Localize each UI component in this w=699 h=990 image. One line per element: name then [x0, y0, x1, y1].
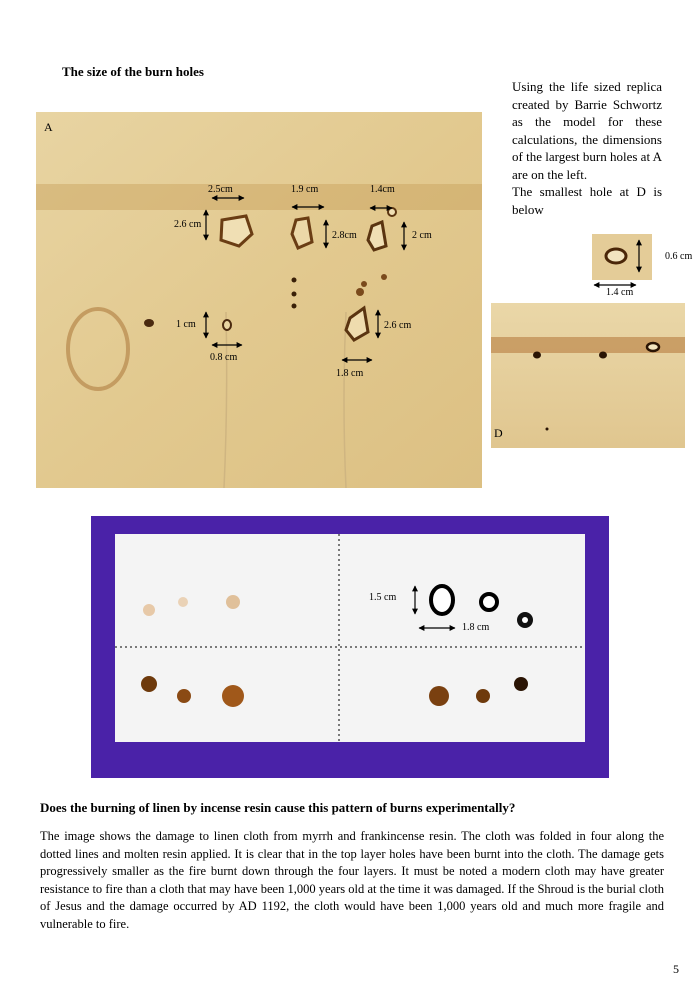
burn-hole — [533, 352, 541, 359]
measure-label: 2 cm — [412, 230, 432, 241]
burn-hole — [431, 586, 453, 614]
burn-hole — [647, 343, 659, 351]
zoom-height-label: 0.6 cm — [665, 251, 693, 262]
measure-label: 2.6 cm — [174, 219, 202, 230]
measure-label: 1 cm — [176, 319, 196, 330]
side-paragraph-2: The smallest hole at D is below — [512, 184, 662, 217]
measure-label: 0.8 cm — [210, 352, 238, 363]
figure-d-zoom-hole — [592, 234, 652, 280]
linen-cloth — [115, 534, 585, 742]
body-paragraph: The image shows the damage to linen cloth from myrrh and frankincense resin. The cloth was folded in four along the dotted lines and molten resin applied. It is clear that in the top layer holes have been burnt into the cloth. The damage gets progressively smaller as the fire burnt down through the four layers. It must be noted a modern cloth may have greater resistance to fire than a cloth that may have been 1,000 years old at the time it was damaged. If the Shroud is the burial cloth of Jesus and the damage occurred by AD 1192, the cloth would have been 1,000 years old and much more fragile and vulnerable to fire. — [40, 829, 664, 931]
measure-label: 1.9 cm — [291, 184, 319, 195]
measure-label: 1.4cm — [370, 184, 395, 195]
section-heading: Does the burning of linen by incense resin cause this pattern of burns experimentally? — [40, 800, 516, 815]
zoom-width-label: 1.4 cm — [606, 287, 634, 298]
page-number: 5 — [673, 962, 679, 976]
measure-label: 1.8 cm — [336, 368, 364, 379]
figure-a-label: A — [44, 120, 53, 134]
side-paragraph-1: Using the life sized replica created by Barrie Schwortz as the model for these calculations, the dimensions of the largest burn holes at A are on the left. — [512, 79, 662, 182]
burn-hole — [599, 352, 607, 359]
measure-label: 2.8cm — [332, 230, 357, 241]
figure-d-smallest-hole — [491, 303, 685, 448]
figure-d-label: D — [494, 426, 503, 440]
measure-label: 2.6 cm — [384, 320, 412, 331]
side-text — [512, 78, 662, 218]
burn-hole — [481, 594, 497, 610]
page-title: The size of the burn holes — [62, 64, 204, 79]
experiment-height-label: 1.5 cm — [369, 592, 397, 603]
measure-label: 2.5cm — [208, 184, 233, 195]
figure-experiment-linen — [91, 516, 609, 778]
experiment-width-label: 1.8 cm — [462, 622, 490, 633]
figure-a-labels — [36, 112, 482, 488]
